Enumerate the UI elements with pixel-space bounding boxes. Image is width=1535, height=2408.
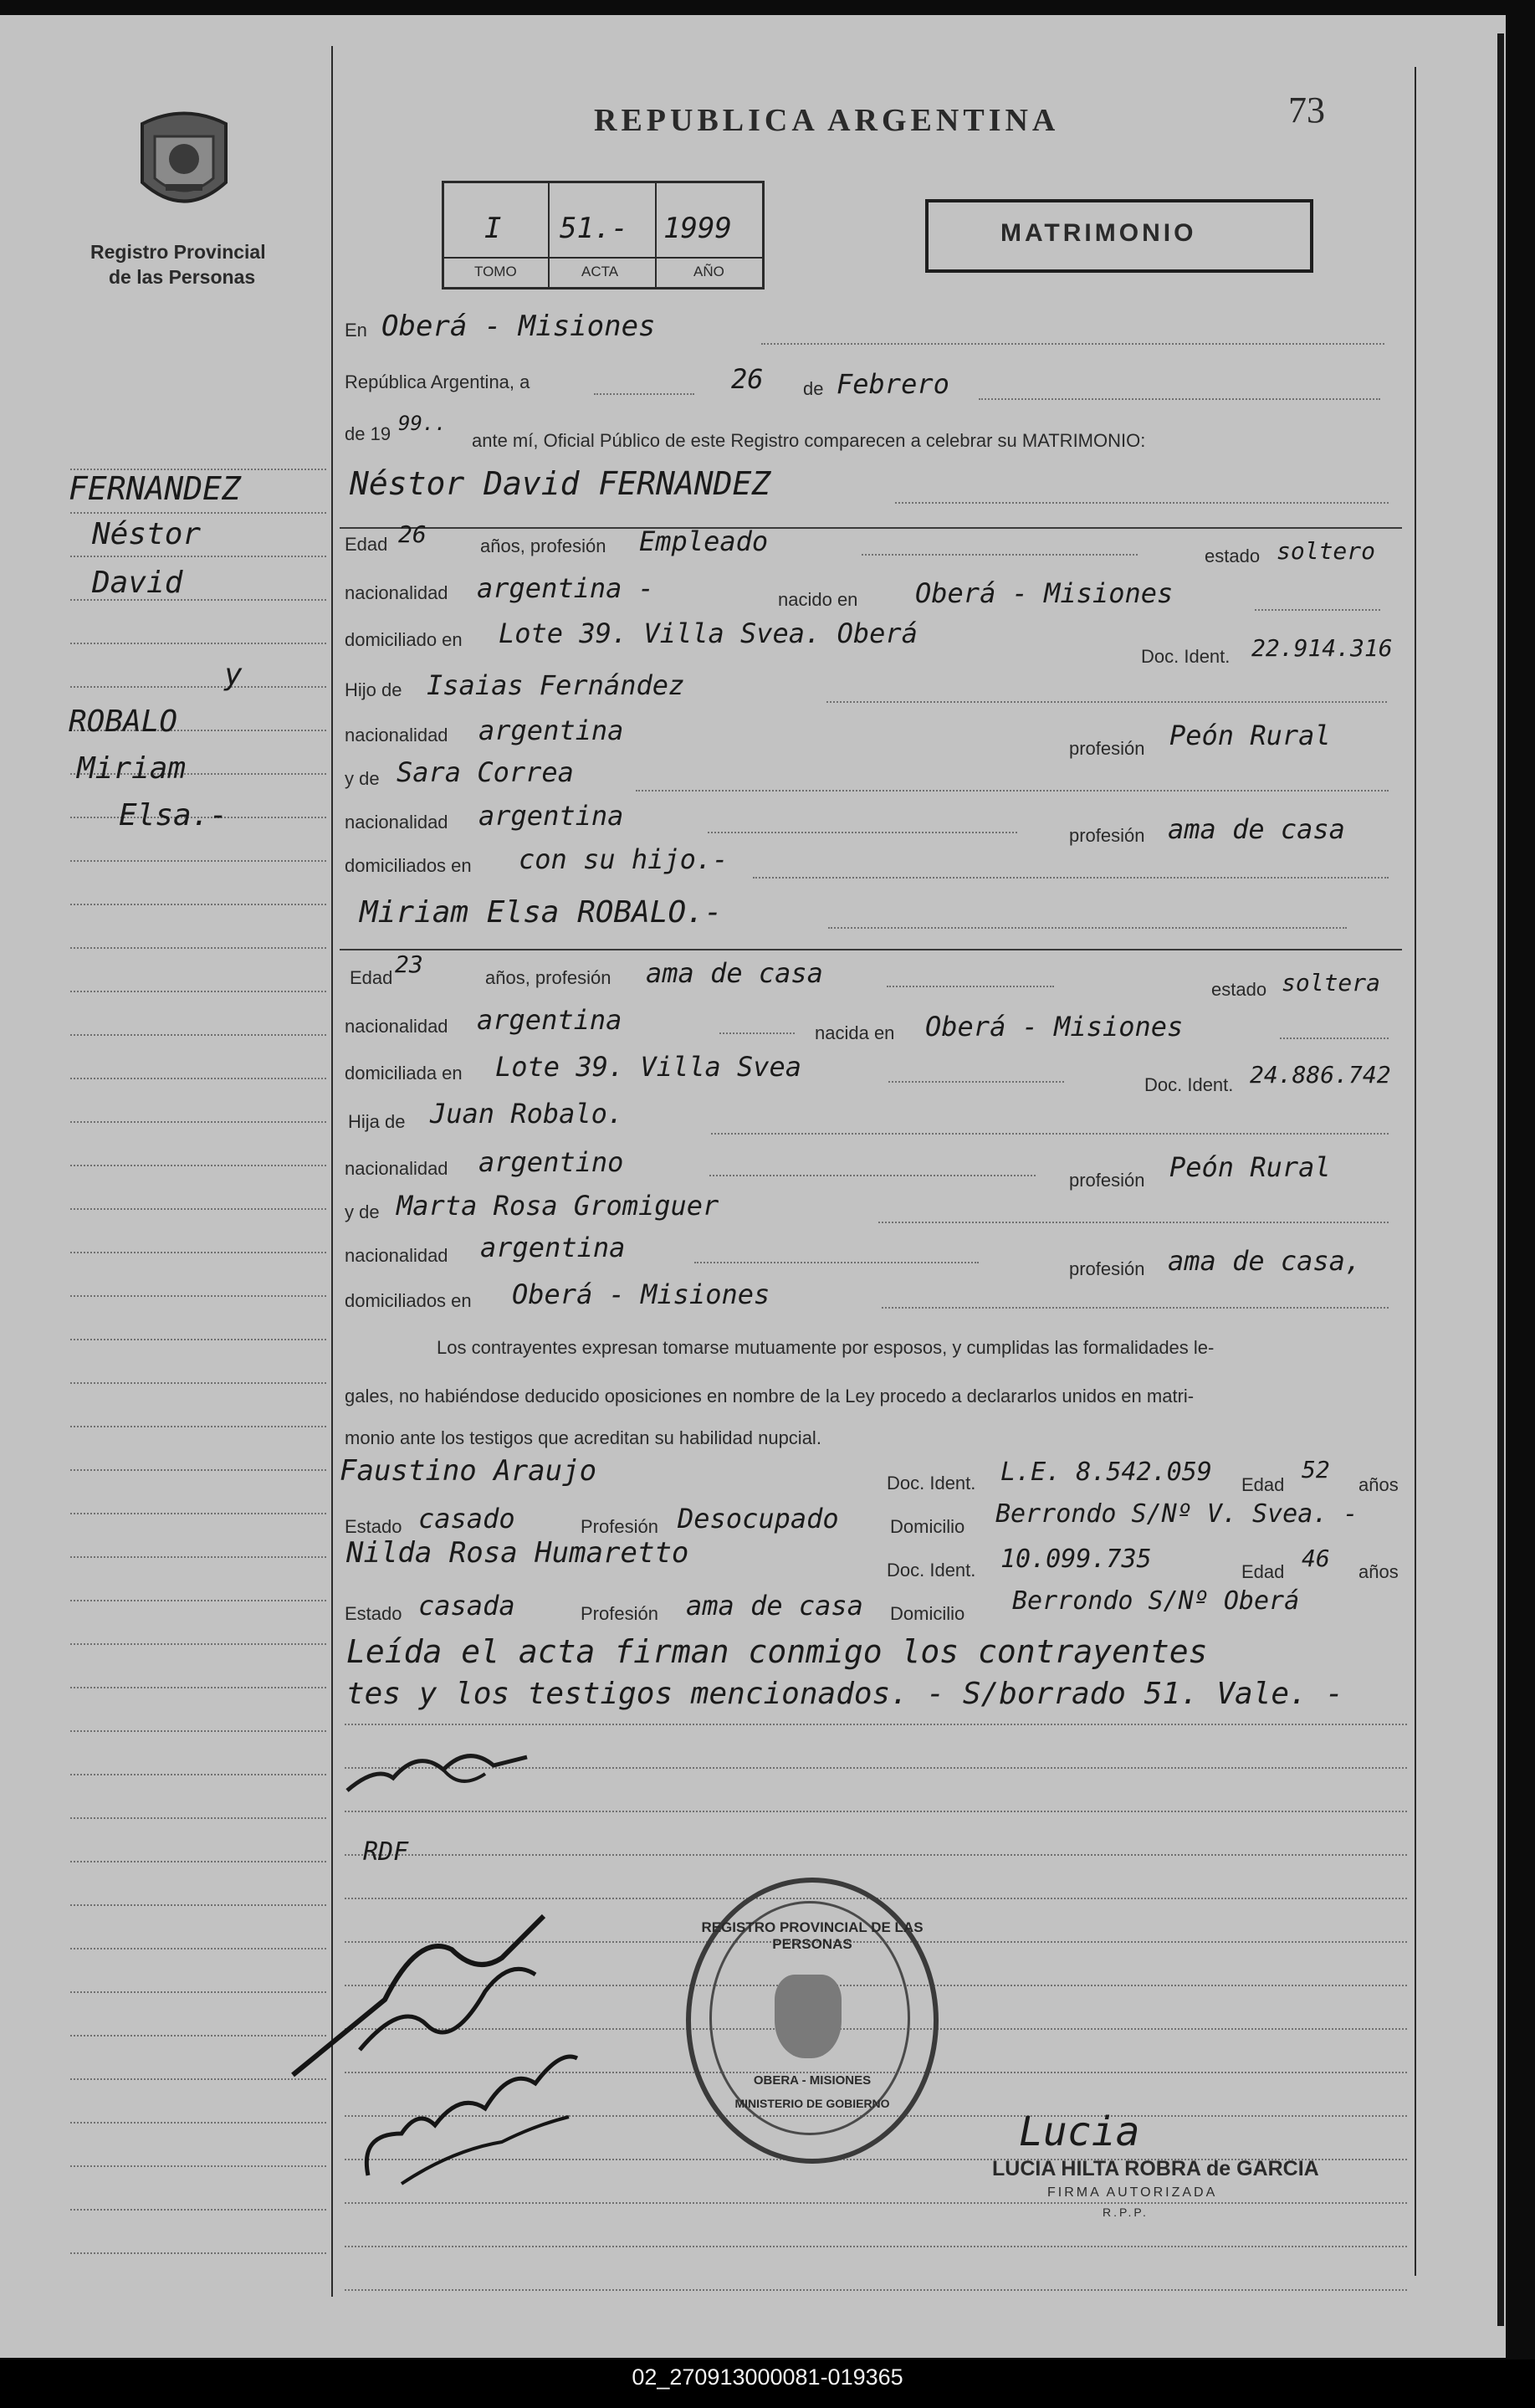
margin-rule xyxy=(70,904,326,905)
margin-given-4: Elsa.- xyxy=(119,798,228,833)
right-border xyxy=(1415,67,1416,2276)
ano-value: 1999 xyxy=(663,212,732,245)
seal-bottom: OBERA - MISIONES xyxy=(753,2073,872,2088)
bride-mother: Marta Rosa Gromiguer xyxy=(397,1190,719,1222)
day: 26 xyxy=(731,363,764,395)
bride-age: 23 xyxy=(395,950,423,978)
bride-dom-label: domiciliada en xyxy=(345,1063,463,1084)
groom-age: 26 xyxy=(398,520,427,548)
groom-mother: Sara Correa xyxy=(397,756,574,788)
registry-name-line1: Registro Provincial xyxy=(90,241,266,263)
margin-rule xyxy=(70,686,326,688)
bride-hija-label: Hija de xyxy=(348,1111,406,1132)
bride-address: Lote 39. Villa Svea xyxy=(495,1051,802,1083)
seal-text: REGISTRO PROVINCIAL DE LAS PERSONAS xyxy=(701,1919,924,1952)
margin-rule xyxy=(70,947,326,949)
margin-rule xyxy=(70,860,326,862)
witness2-doc-label: Doc. Ident. xyxy=(887,1560,976,1581)
groom-yde-label: y de xyxy=(345,768,380,789)
groom-parents-dom-label: domiciliados en xyxy=(345,855,472,876)
margin-rule xyxy=(70,1730,326,1732)
witness2-estado-label: Estado xyxy=(345,1603,402,1624)
official-signature: Lucia xyxy=(1019,2108,1140,2155)
groom-dom-label: domiciliado en xyxy=(345,629,463,650)
groom-hijo-label: Hijo de xyxy=(345,679,402,700)
year-suffix: 99.. xyxy=(398,412,447,435)
witness1-doc: L.E. 8.542.059 xyxy=(1000,1458,1212,1487)
groom-nac-label: nacionalidad xyxy=(345,582,448,603)
bride-nacida-label: nacida en xyxy=(815,1022,895,1043)
witness2-estado: casada xyxy=(418,1590,515,1622)
margin-rule xyxy=(70,1774,326,1775)
official-seal xyxy=(686,1878,939,2164)
margin-rule xyxy=(70,1034,326,1036)
official-role: FIRMA AUTORIZADA xyxy=(1047,2185,1218,2200)
bride-estado: soltera xyxy=(1282,969,1381,997)
witness1-age: 52 xyxy=(1302,1456,1330,1483)
groom-nacido-label: nacido en xyxy=(778,589,858,610)
witness1-estado: casado xyxy=(418,1503,515,1534)
bride-father-nat-label: nacionalidad xyxy=(345,1158,448,1179)
acta-value: 51.- xyxy=(560,212,628,245)
groom-edad-label: Edad xyxy=(345,534,388,555)
margin-surname: FERNANDEZ xyxy=(69,470,241,507)
margin-rule xyxy=(70,2252,326,2254)
bride-estado-label: estado xyxy=(1211,979,1267,1000)
place: Oberá - Misiones xyxy=(381,310,656,343)
margin-rule xyxy=(70,2165,326,2167)
registry-logo xyxy=(134,107,234,224)
record-type: MATRIMONIO xyxy=(1000,219,1197,247)
margin-rule xyxy=(70,2122,326,2124)
margin-rule xyxy=(70,1295,326,1297)
declaration-line2: gales, no habiéndose deducido oposiciones en nombre de la Ley procedo a declararlos unidos en matri- xyxy=(345,1386,1195,1406)
witness1-profession: Desocupado xyxy=(678,1503,839,1534)
initials: RDF xyxy=(363,1837,409,1867)
groom-estado-label: estado xyxy=(1205,546,1261,566)
witness1-domicilio: Berrondo S/Nº V. Svea. - xyxy=(995,1499,1358,1529)
closing-line1: Leída el acta firman conmigo los contrayentes xyxy=(346,1633,1208,1670)
witness1-edad-label: Edad xyxy=(1241,1474,1285,1495)
groom-father-nat: argentina xyxy=(478,715,624,746)
bride-name: Miriam Elsa ROBALO.- xyxy=(360,895,723,930)
bride-mother-prof-label: profesión xyxy=(1069,1258,1145,1279)
ante-mi-text: ante mí, Oficial Público de este Registro comparecen a celebrar su MATRIMONIO: xyxy=(472,430,1146,451)
bride-signature xyxy=(351,2016,586,2192)
republica-label: República Argentina, a xyxy=(345,371,530,392)
body-rule xyxy=(345,2246,1407,2247)
body-rule xyxy=(345,2202,1407,2204)
body-rule xyxy=(345,1724,1407,1725)
declaration-line3: monio ante los testigos que acreditan su habilidad nupcial. xyxy=(345,1427,821,1448)
bride-mother-prof: ama de casa, xyxy=(1168,1245,1362,1277)
margin-rule xyxy=(70,1078,326,1079)
witness2-profesion-label: Profesión xyxy=(581,1603,658,1624)
bride-yde-label: y de xyxy=(345,1201,380,1222)
month: Febrero xyxy=(837,368,949,400)
witness2-name: Nilda Rosa Humaretto xyxy=(346,1536,689,1570)
margin-rule xyxy=(70,1382,326,1384)
groom-estado: soltero xyxy=(1277,537,1376,565)
witness1-anos-label: años xyxy=(1358,1474,1399,1495)
groom-father-prof: Peón Rural xyxy=(1169,720,1331,751)
country-title: REPUBLICA ARGENTINA xyxy=(594,103,1060,138)
groom-mother-prof-label: profesión xyxy=(1069,825,1145,846)
bride-father-prof-label: profesión xyxy=(1069,1170,1145,1191)
margin-surname-2: ROBALO xyxy=(69,704,178,739)
acta-label: ACTA xyxy=(581,264,619,279)
witness2-edad-label: Edad xyxy=(1241,1561,1285,1582)
groom-birthplace: Oberá - Misiones xyxy=(915,577,1174,609)
registry-name-line2: de las Personas xyxy=(109,266,256,288)
en-label: En xyxy=(345,320,367,341)
margin-rule xyxy=(70,1121,326,1123)
official-name: LUCIA HILTA ROBRA de GARCIA xyxy=(992,2157,1319,2180)
ano-label: AÑO xyxy=(693,264,724,279)
groom-mother-nat: argentina xyxy=(478,800,624,832)
record-id-box xyxy=(442,181,765,289)
witness1-doc-label: Doc. Ident. xyxy=(887,1473,976,1493)
margin-rule xyxy=(70,643,326,644)
body-rule xyxy=(345,1811,1407,1812)
bride-father: Juan Robalo. xyxy=(430,1098,624,1130)
margin-and: y xyxy=(224,658,243,692)
witness2-age: 46 xyxy=(1302,1545,1330,1572)
margin-given-3: Miriam xyxy=(77,751,187,786)
margin-rule xyxy=(70,1208,326,1210)
margin-rule xyxy=(70,1861,326,1862)
margin-rule xyxy=(70,556,326,557)
bride-parents-dom-label: domiciliados en xyxy=(345,1290,472,1311)
margin-given-1: Néstor xyxy=(92,517,202,551)
margin-rule xyxy=(70,1687,326,1688)
margin-rule xyxy=(70,1643,326,1645)
witness2-anos-label: años xyxy=(1358,1561,1399,1582)
signature-scribble-top xyxy=(343,1732,535,1799)
margin-rule xyxy=(70,1252,326,1253)
witness2-doc: 10.099.735 xyxy=(1000,1545,1152,1574)
bride-father-prof: Peón Rural xyxy=(1169,1151,1331,1183)
groom-mother-prof: ama de casa xyxy=(1168,813,1345,845)
witness2-profession: ama de casa xyxy=(686,1590,863,1622)
groom-parents-dom: con su hijo.- xyxy=(519,843,729,875)
groom-doc-label: Doc. Ident. xyxy=(1141,646,1231,667)
seal-ministry: MINISTERIO DE GOBIERNO xyxy=(734,2097,890,2110)
de19-label: de 19 xyxy=(345,423,391,444)
tomo-label: TOMO xyxy=(474,264,517,279)
margin-given-2: David xyxy=(92,566,183,600)
groom-nationality: argentina - xyxy=(477,572,654,604)
margin-rule xyxy=(70,2209,326,2211)
bride-nationality: argentina xyxy=(477,1004,622,1036)
bride-birthplace: Oberá - Misiones xyxy=(925,1011,1184,1043)
bride-profession: ama de casa xyxy=(646,957,823,989)
margin-rule xyxy=(70,1513,326,1514)
witness1-profesion-label: Profesión xyxy=(581,1516,658,1537)
bride-mother-nat: argentina xyxy=(480,1232,626,1263)
margin-rule xyxy=(70,1339,326,1340)
groom-father: Isaias Fernández xyxy=(427,669,685,701)
margin-rule xyxy=(70,1426,326,1427)
groom-father-prof-label: profesión xyxy=(1069,738,1145,759)
bride-father-nat: argentino xyxy=(478,1146,624,1178)
margin-rule xyxy=(70,1556,326,1558)
margin-rule xyxy=(70,1817,326,1819)
groom-name: Néstor David FERNANDEZ xyxy=(350,465,771,502)
bride-edad-label: Edad xyxy=(350,967,393,988)
witness1-name: Faustino Araujo xyxy=(340,1454,597,1488)
page-number: 73 xyxy=(1288,90,1325,131)
declaration-line1: Los contrayentes expresan tomarse mutuamente por esposos, y cumplidas las formalidades le- xyxy=(437,1337,1215,1358)
groom-profession: Empleado xyxy=(639,525,769,557)
page-edge xyxy=(1497,33,1504,2326)
groom-father-nat-label: nacionalidad xyxy=(345,725,448,745)
groom-doc: 22.914.316 xyxy=(1251,634,1393,662)
tomo-value: I xyxy=(484,212,502,245)
margin-rule xyxy=(70,1469,326,1471)
margin-rule xyxy=(70,1165,326,1166)
margin-rule xyxy=(70,1600,326,1601)
groom-anos-label: años, profesión xyxy=(480,535,606,556)
bride-anos-label: años, profesión xyxy=(485,967,611,988)
witness1-estado-label: Estado xyxy=(345,1516,402,1537)
bride-mother-nat-label: nacionalidad xyxy=(345,1245,448,1266)
margin-rule xyxy=(70,991,326,992)
bride-doc: 24.886.742 xyxy=(1250,1061,1391,1089)
official-code: R.P.P. xyxy=(1103,2206,1149,2219)
groom-address: Lote 39. Villa Svea. Oberá xyxy=(499,617,918,649)
bride-doc-label: Doc. Ident. xyxy=(1144,1074,1234,1095)
groom-mother-nat-label: nacionalidad xyxy=(345,812,448,833)
bride-parents-dom: Oberá - Misiones xyxy=(512,1278,770,1310)
de-label: de xyxy=(803,378,824,399)
witness2-domicilio-label: Domicilio xyxy=(890,1603,965,1624)
footer-image-id: 02_270913000081-019365 xyxy=(632,2364,903,2390)
body-rule xyxy=(345,1854,1407,1856)
closing-line2: tes y los testigos mencionados. - S/borrado 51. Vale. - xyxy=(346,1677,1344,1711)
witness2-domicilio: Berrondo S/Nº Oberá xyxy=(1012,1586,1300,1616)
margin-rule xyxy=(70,512,326,514)
bride-nac-label: nacionalidad xyxy=(345,1016,448,1037)
witness1-domicilio-label: Domicilio xyxy=(890,1516,965,1537)
body-rule xyxy=(345,2289,1407,2291)
